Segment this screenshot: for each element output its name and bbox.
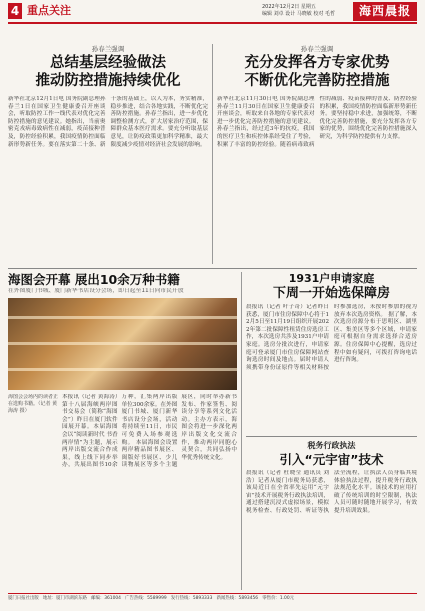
article3-headline: 海图会开幕 展出10余万种书籍 [8, 272, 180, 287]
footer-item: 发行热线：5893333 [170, 596, 213, 601]
article1-headline [8, 54, 208, 90]
footer [8, 596, 417, 602]
article4-headline: 1931户申请家庭 [288, 272, 375, 285]
article2-headline [217, 54, 417, 90]
photo-shelf [8, 368, 237, 371]
section-title: 重点关注 [27, 4, 71, 17]
article3-caption: 海图会会场内的读者正在选购书籍。（记者 黄海涛 摄） [8, 394, 58, 414]
article3-subhead: 在外图厦门书城、厦门新华书店设分会场，即日起至11日向市民开放 [8, 288, 184, 294]
article5-body: 晨报讯（记者 杜晓莹 通讯员 刘浩）记者从厦门市税务局获悉，该局近日在全省率先运用“元宇宙”技术开展税务行政执法培训，通过搭建沉浸式虚拟场景，模拟税务检查、行政处罚、听证等执法全流程，让执法人员身临其境体验执法过程，提升税务行政执法规范化水平。该技术的应用打破了传统培训的时空限制，执法人员可随时随地开展学习，有效提升培训效果。 [246, 470, 417, 514]
section-divider [8, 268, 417, 269]
section-divider [246, 436, 417, 437]
article1-kicker: 孙春兰强调 [91, 45, 125, 53]
footer-item: 新闻热线：5893456 [216, 596, 259, 601]
footer-item: 邮编：361004 [91, 596, 121, 601]
footer-item: 厦门日报社出版 [8, 596, 39, 601]
article4-body [246, 304, 417, 432]
photo-shelf [8, 316, 237, 319]
article5-headline: 引入“元宇宙”技术 [279, 452, 384, 467]
article4-body-p2: 据了解，本次选房房源分布于思明区、湖里区、集美区等多个区域，申请家庭可根据自身需求选择合适房源。住房保障中心提醒，选房过程中如有疑问，可拨打咨询电话进行咨询。 [334, 311, 417, 364]
article4-subhead: 下周一开始选保障房 [272, 286, 390, 301]
editors-text: 编辑 刘卓 设计 马晓敏 校对 毛哲 [262, 11, 335, 17]
article5-kicker: 税务行政执法 [307, 441, 356, 450]
column-divider [212, 44, 213, 264]
article1-headline-line1: 总结基层经验做法 [50, 55, 166, 71]
article2-kicker: 孙春兰强调 [300, 45, 334, 53]
footer-item: 地址：厦门市湖滨东路 [42, 596, 87, 601]
footer-item: 广告热线：5589999 [125, 596, 167, 601]
article3-body-p1: 本报讯（记者 黄海涛）第十八届海峡两岸图书交易会（简称“海图会”）昨日在厦门软件园展开幕。本届海图会以“阅读新时代 书香两岸情”为主题，展示两岸出版交流合作成果，线上线下同步举办，共展出图书10余万种，汇集两岸出版单位300余家。在外图厦门书城、厦门新华书店设分会场，活动将持续至11日，市民可免费入场参观选购。 [62, 394, 178, 469]
article1-body: 新华社北京12月1日电 国务院副总理孙春兰1日在国家卫生健康委召开座谈会，听取防控工作一线代表对优化完善防控措施的意见建议。她指出，当前奥密克戎病毒致病性在减弱，疫苗接种普及，防控经验积累，我国疫情防控面临新形势新任务。要在落实第二十条、新十条的基础上，以人为本，务实精准，稳步推进，结合各地实践，不断优化完善防控措施。孙春兰指出，进一步优化调整检测方式，扩大居家治疗范围，保障群众基本医疗需求。要充分听取基层意见，让防疫政策更加科学精准，最大限度减少疫情对经济社会发展的影响。 [8, 96, 208, 148]
header-dateline [262, 4, 335, 18]
article1-headline-line2: 推动防控措施持续优化 [35, 73, 181, 89]
article2-body: 新华社北京11月30日电 国务院副总理孙春兰11月30日在国家卫生健康委召开座谈会，听取来自各地的专家代表对进一步优化完善防控措施的意见建议。孙春兰指出，经过近3年的抗疫，我国的医疗卫生和疾控体系经受住了考验，积累了丰富的防控经验。随着病毒致病性的减弱、疫苗接种的普及、防控经验的积累，我国疫情防控面临新形势新任务。要坚持稳中求进，加强统筹，不断优化完善防控措施，要充分发挥各方专家的优势，围绕优化完善防控措施深入研究，为科学防控提供有力支撑。 [217, 96, 417, 148]
footer-divider [8, 593, 417, 594]
article4-body-p1: 晨报讯（记者 叶子奇）记者昨日获悉，厦门市住房保障中心将于12月5日至11月19日组织开展2022年第二批保障性租赁住房选房工作，本次选房共涉及1931户申请家庭。选房分批次进行，申请家庭可登录厦门市住房保障网站查询选房时间及地点。届时申请人须携带身份证原件等相关材料按时参加选房，未按时参加的视为放弃本次选房资格。 [246, 304, 417, 371]
article3-body [62, 394, 237, 590]
date-text: 2022年12月2日 星期五 [262, 4, 316, 10]
header-divider [8, 22, 417, 24]
book-fair-photo [8, 298, 237, 390]
page-number: 4 [8, 3, 22, 19]
newspaper-logo: 海西晨报 [353, 2, 417, 21]
article2-headline-line2: 不断优化完善防控措施 [244, 73, 390, 89]
footer-item: 零售价：1.00元 [262, 596, 295, 601]
article2-headline-line1: 充分发挥各方专家优势 [244, 55, 390, 71]
column-divider [241, 272, 242, 590]
article3-body-p2: 本届海图会设置两岸精品图书展区、闽版好书展区、少儿读物展区等多个主题展区，同时举办新书发布、作家签售、阅读分享等系列文化活动。主办方表示，海图会将进一步深化两岸出版文化交流合作，推动两岸同胞心灵契合，共同弘扬中华优秀传统文化。 [121, 394, 237, 469]
photo-shelf [8, 342, 237, 345]
